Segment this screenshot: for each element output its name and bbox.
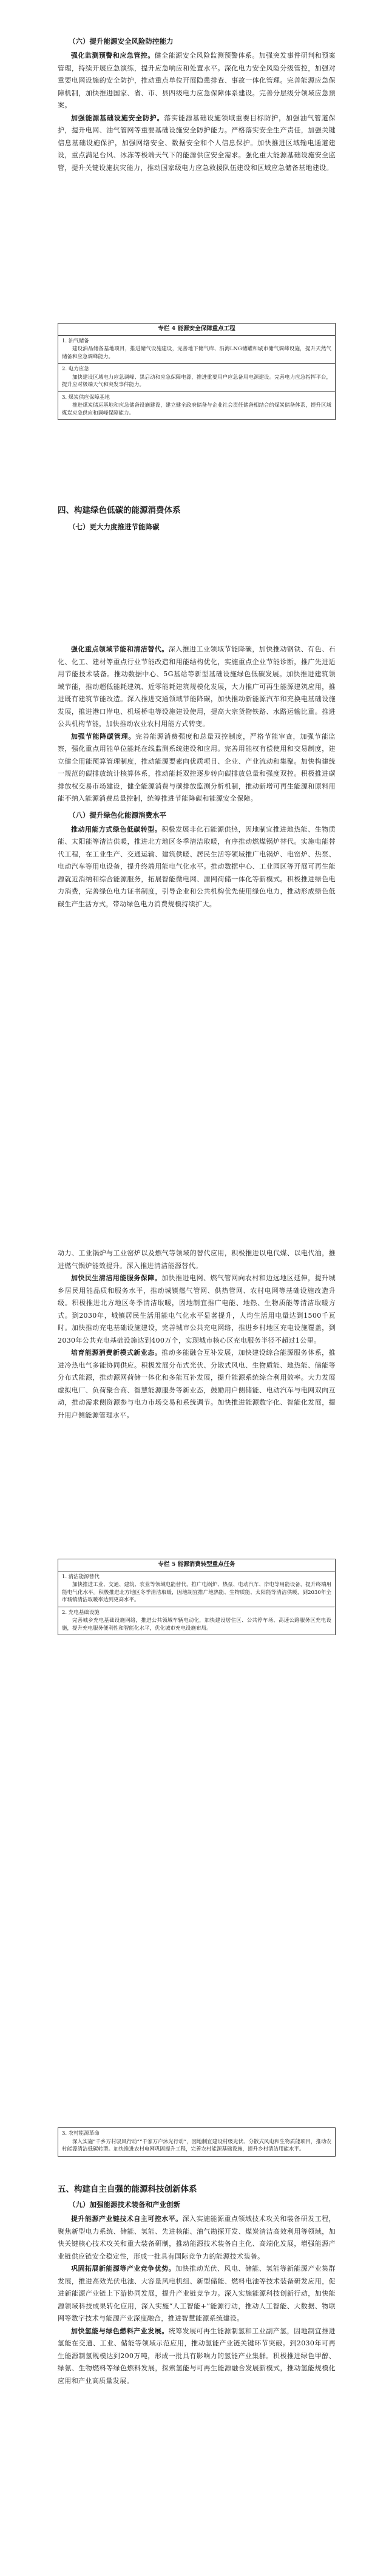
section-consumption-continued [58, 1247, 336, 1422]
paragraph [58, 2325, 336, 2388]
box-item-head: 2. 电力应急 [62, 366, 89, 372]
box-item-body: 完善城乡充电基础设施网络，推进公共领域车辆电动化，加快建设居住区、公共停车场、高速公路服务区充电设施，提升充电服务便利性和智能化水平，优化城市充电设施布局。 [62, 1618, 331, 1632]
paragraph-text: 加快推动光伏、风电、储能、氢能等新能源产业集群发展，推进高效光伏电池、大容量风电机组、新型储能、燃料电池等技术装备研发应用，促进新能源产业链上下游协同发展，提升产业链竞争力。深入实施能源科技创新行动，加快能源领域科技成果转化应用，深入实施“人工智能+”能源行动，推动人工智能、大数据、物联网等数字技术与能源产业深度融合，推进智慧能源系统建设。 [58, 2265, 336, 2322]
paragraph [58, 1247, 336, 1272]
paragraph [58, 1347, 336, 1422]
box-item-head: 2. 充电基础设施 [62, 1609, 100, 1616]
paragraph-lead: 培育能源消费新模式新业态。 [71, 1349, 162, 1357]
paragraph [58, 643, 336, 731]
box-item [58, 1571, 335, 1607]
paragraph [58, 731, 336, 805]
paragraph [58, 1272, 336, 1347]
paragraph-text: 加快推进电网、燃气管网向农村和边远地区延伸，提升城乡居民用能品质和服务水平，推动城镇燃气管网、供热管网、农村电网等基础设施改造升级。积极推进北方地区冬季清洁取暖，因地制宜推广电能、地热、生物质能等清洁取暖方式。到2030年，城镇居民生活用能电气化水平显著提升，人均生活用电量达到1500千瓦时。加快推动充电基础设施建设，完善城市公共充电网络，推进乡村地区充电设施覆盖，到2030年公共充电基础设施达到400万个，实现城市核心区充电服务半径不超过1公里。 [58, 1274, 336, 1344]
paragraph-lead: 加快民生清洁用能服务保障。 [71, 1274, 162, 1282]
paragraph [58, 50, 336, 112]
paragraph-lead: 巩固拓展新能源等产业竞争优势。 [71, 2265, 176, 2273]
box-item-head: 3. 煤炭供应保障基地 [62, 394, 110, 401]
box-table [58, 323, 336, 420]
paragraph-text: 动力、工业锅炉与工业窑炉以及燃气等领域的替代应用，积极推进以电代煤、以电代油，推进燃气锅炉能效提升。深入推进清洁能源替代。 [58, 1249, 336, 1270]
paragraph-lead: 强化监测预警和应急管控。 [71, 52, 155, 59]
box-table [58, 2127, 336, 2157]
section-energy-saving-body [58, 643, 336, 910]
box-item [58, 2128, 335, 2156]
paragraph-lead: 加快氢能与绿色燃料产业发展。 [71, 2327, 169, 2335]
section-risk-control [58, 35, 336, 174]
box-item-body: 加快建设区域电力应急调峰、黑启动和应急保障电源，推进重要用户应急备用电源建设。完善电力应急指挥平台，提升应对极端天气和突发事件能力。 [62, 374, 331, 388]
paragraph-text: 深入实施能源重点领域技术攻关和装备研发工程，聚焦新型电力系统、储能、氢能、先进核能、油气勘探开发、煤炭清洁高效利用等领域，加快关键核心技术攻关和重大装备研制，推动能源技术装备自主化、高端化发展，增强能源产业链供应链安全稳定性，形成一批具有国际竞争力的能源技术装备。 [58, 2215, 336, 2260]
paragraph-text: 推动多能融合互补发展，加快建设综合能源服务体系，推进冷热电气多能协同供应。积极发展分布式光伏、分散式风电、生物质能、地热能、储能等分布式能源，推动源网荷储一体化和多能互补发展，提升能源系统综合利用效率。大力发展虚拟电厂、负荷聚合商、智慧能源服务等新业态，鼓励用户侧储能、电动汽车与电网双向互动，推动需求侧资源参与电力市场交易和系统调节。加快推进能源数字化、智能化发展，提升用户侧能源管理水平。 [58, 1349, 336, 1419]
box-title: 专栏 5 能源消费转型重点任务 [58, 1559, 335, 1571]
subsection-heading: （七）更大力度推进节能降碳 [69, 523, 160, 531]
paragraph-text: 深入推进工业领域节能降碳，加快推动钢铁、有色、石化、化工、建材等重点行业节能改造和用能结构优化，实施重点企业节能诊断，推广先进适用节能技术装备。推动数据中心、5G基站等新型基础设施绿色低碳发展。加快推进建筑领域节能，推动超低能耗建筑、近零能耗建筑规模化发展，大力推广可再生能源建筑应用，推进既有建筑节能改造。深入推进交通领域节能降碳，加快推动新能源汽车和充换电基础设施发展，推进港口岸电、机场桥电等设施建设使用，提高大宗货物铁路、水路运输比重。推进公共机构节能，加快推动农业农村用能方式转变。 [58, 645, 336, 728]
paragraph-lead: 加强能源基础设施安全防护。 [71, 114, 164, 122]
paragraph [58, 112, 336, 175]
box-item-body: 深入实施“千乡万村驭风行动”“千家万户沐光行动”，因地制宜建设村级光伏、分散式风电和生物质能项目，推动农村能源清洁低碳转型。加快推进农村电网巩固提升工程，完善农村能源基础设施，提升乡村清洁用能水平。 [62, 2138, 331, 2152]
paragraph [58, 2213, 336, 2263]
paragraph-text: 健全能源安全风险监测预警体系。加强突发事件研判和预案管理，持续开展应急演练，提升应急响应和处置水平。深化电力安全风险分级管控，加强对重要电网设施的安全防护，推动重点单位开展隐患排查、事故一体化管理。完善能源应急保障机制，加快推进国家、省、市、县四级电力应急保障体系建设。完善分层级分领域应急预案。 [58, 52, 336, 109]
subsection-heading: （八）提升绿色化能源消费水平 [69, 810, 166, 819]
box-item [58, 392, 335, 420]
box-item-body: 推进煤炭储运基地和应急储备设施建设，建立健全政府储备与企业社会责任储备相结合的煤炭储备体系，提升区域煤炭应急供应和调峰保障能力。 [62, 402, 331, 416]
paragraph-text: 积极发展非化石能源供热，因地制宜推进地热能、生物质能、太阳能等清洁供暖，推进北方地区冬季清洁取暖，有序推动燃煤锅炉替代。实施电能替代工程，在工业生产、交通运输、建筑供暖、居民生活等领域推广电锅炉、电窑炉、热泵、电动汽车等用电设备，提升终端用能电气化水平。推动数据中心、工业园区等开展可再生能源就近消纳和综合能源服务，拓展智能微电网、源网荷储一体化等新模式。积极推进绿色电力消费，完善绿色电力证书制度，引导企业和公共机构优先使用绿色电力，推动形成绿色低碳生产生活方式，带动绿色电力消费规模持续扩大。 [58, 825, 336, 908]
subsection-heading: （九）加强能源技术装备和产业创新 [69, 2200, 180, 2209]
box-item [58, 336, 335, 364]
paragraph-text: 统筹发展可再生能源制氢和工业副产氢，因地制宜推进氢能在交通、工业、储能等领域示范应用，推动氢能产业链关键环节突破。到2030年可再生能源制氢规模达到200万吨，形成一批具有影响力的氢能产业集群。积极推进绿色甲醇、绿氨、生物燃料等绿色燃料发展，探索氢能与可再生能源融合发展新模式，推动氢能规模化应用和产业高质量发展。 [58, 2327, 336, 2385]
box-item [58, 364, 335, 392]
paragraph-text: 完善能源消费强度和总量双控制度，严格节能审查，加强节能监察，强化重点用能单位能耗在线监测系统建设和应用。完善用能权有偿使用和交易制度，建立健全用能预算管理制度，推动能源要素向优质项目、企业、产业流动和集聚。加快构建统一规范的碳排放统计核算体系，推动能耗双控逐步转向碳排放总量和强度双控。积极推进碳排放权交易市场建设，健全能源消费与碳排放监测分析机制，推动新增可再生能源和原料用能不纳入能源消费总量控制，统筹推进节能降碳和能源安全保障。 [58, 732, 336, 802]
box-table [58, 1559, 336, 1635]
paragraph-lead: 加强节能降碳管理。 [71, 732, 136, 741]
box-title: 专栏 4 能源安全保障重点工程 [58, 324, 335, 336]
paragraph [58, 824, 336, 911]
box-4-energy-security [58, 323, 336, 420]
paragraph-lead: 提升能源产业链技术自主可控水平。 [71, 2215, 183, 2223]
section-tech-innovation [58, 2183, 336, 2387]
section-heading: 五、构建自主自强的能源科技创新体系 [58, 2185, 197, 2194]
paragraph-lead: 推动用能方式绿色低碳转型。 [71, 825, 162, 833]
box-item-head: 3. 农村能源革命 [62, 2130, 100, 2137]
box-item-body: 建设油品储备基地项目，推进储气设施建设，完善地下储气库、沿海LNG储罐和城市储气调峰设施，提升天然气储备和应急调峰能力。 [62, 346, 331, 360]
section-heading: 四、构建绿色低碳的能源消费体系 [58, 506, 181, 515]
paragraph [58, 2263, 336, 2325]
box-rural-energy [58, 2127, 336, 2157]
box-item [58, 1607, 335, 1635]
subsection-heading: （六）提升能源安全风险防控能力 [69, 37, 174, 46]
box-5-consumption-transition [58, 1559, 336, 1635]
box-item-body: 加快推进工业、交通、建筑、农业等领域电能替代，推广电锅炉、热泵、电动汽车、岸电等用能设备，提升终端用能电气化水平。积极推进北方地区冬季清洁取暖，因地制宜推广地热能、生物质能、太阳能等清洁供暖，到2030年全市城镇清洁取暖率达到更高水平。 [62, 1582, 331, 1603]
box-item-head: 1. 油气储备 [62, 337, 89, 344]
box-item-head: 1. 清洁能源替代 [62, 1573, 100, 1580]
section-green-consumption [58, 504, 336, 535]
paragraph-text: 落实能源基础设施领域重要目标防护，加强油气管道保护，提升电网、油气管网等重要基础设施安全防护能力。严格落实安全生产责任，加强关键信息基础设施保护，加强网络安全、数据安全和个人信息保护。加快推进区域输电通道建设，重点满足台风、冰冻等极端天气下的能源供应安全需求。强化重大能源基础设施安全监管，提升关键设施抗灾能力，推动国家级电力应急救援队伍建设和区域应急储备基地建设。 [58, 114, 336, 172]
paragraph-lead: 强化重点领域节能和清洁替代。 [71, 645, 169, 653]
